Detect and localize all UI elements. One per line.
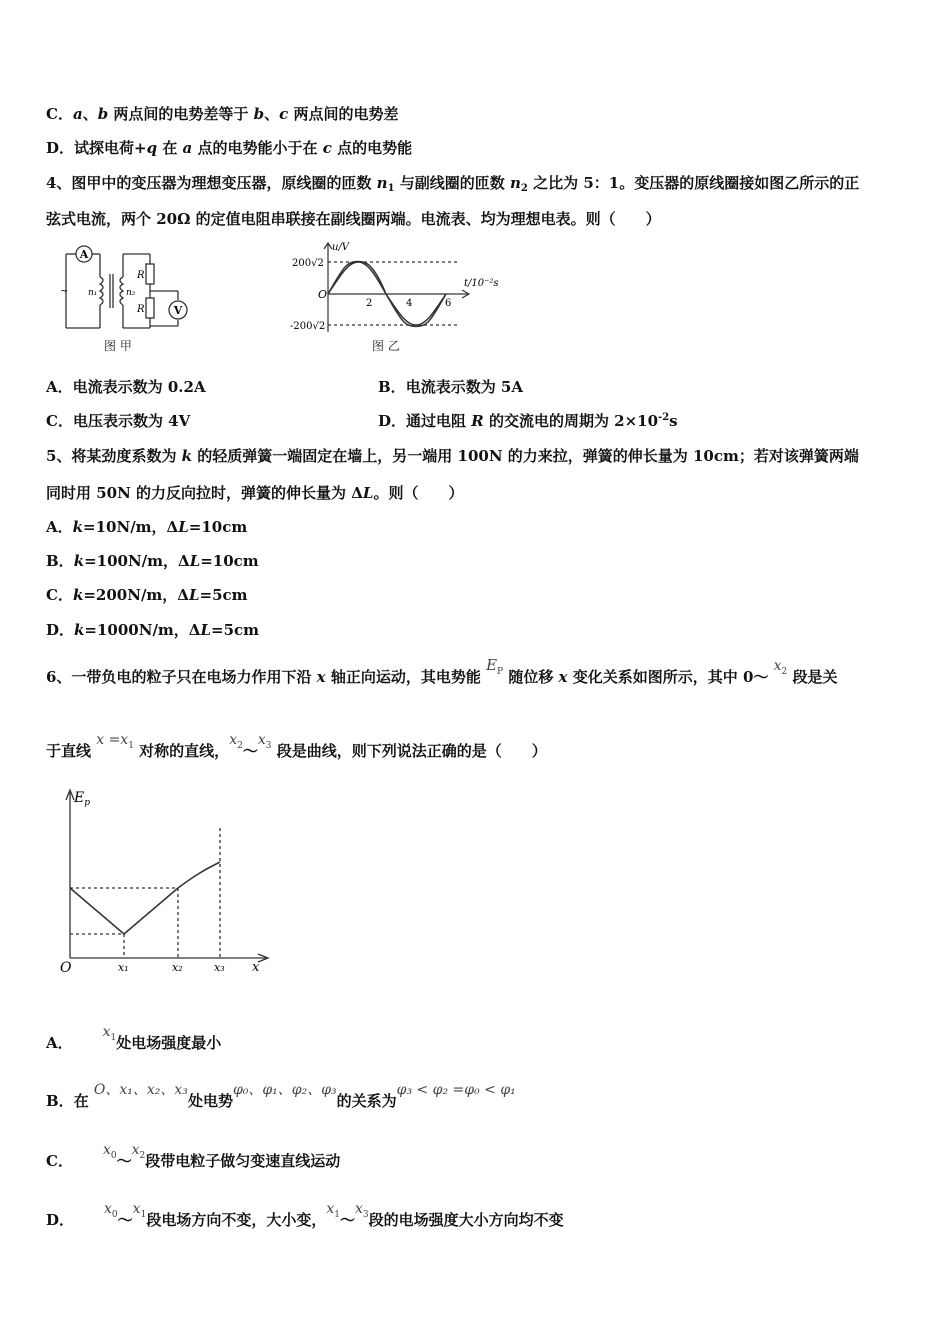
q5-option-d: D．k=1000N/m，ΔL=5cm xyxy=(46,621,260,639)
graph-origin: O xyxy=(60,960,72,976)
q6-option-a: A．$x_1$处电场强度最小 xyxy=(46,1024,222,1052)
graph-xlabel: x xyxy=(252,960,260,975)
ammeter-symbol: A xyxy=(79,248,89,261)
q4-stem-line2: 弦式电流，两个 20Ω 的定值电阻串联接在副线圈两端。电流表、均为理想电表。则（ ） xyxy=(46,210,661,228)
q4-option-b: B．电流表示数为 5A xyxy=(378,378,523,396)
resistor-label-1: R xyxy=(137,270,145,281)
ep-line-segment xyxy=(70,888,178,934)
yi-ylabel: u/V xyxy=(332,242,350,253)
n2-label: n₂ xyxy=(126,288,136,298)
q4-figure-jia xyxy=(58,242,198,342)
q6-ep-graph xyxy=(54,788,274,978)
graph-ylabel: $E_p$ xyxy=(74,790,90,808)
q5-option-c: C．k=200N/m，ΔL=5cm xyxy=(46,586,248,604)
ep-curve-segment xyxy=(178,862,220,888)
yi-xtick-4: 4 xyxy=(406,298,413,309)
n1-label: n₁ xyxy=(88,288,98,298)
q6-stem-line1: 6、一带负电的粒子只在电场力作用下沿 x 轴正向运动，其电势能 $E_P$ 随位移 x 变化关系如图所示，其中 0～ $x_2$ 段是关 xyxy=(46,656,838,686)
q5-stem-line2: 同时用 50N 的力反向拉时，弹簧的伸长量为 ΔL。则（ ） xyxy=(46,484,464,502)
voltmeter-symbol: V xyxy=(173,304,183,317)
resistor-label-2: R xyxy=(137,304,145,315)
q3-option-c: C．a、b 两点间的电势差等于 b、c 两点间的电势差 xyxy=(46,105,399,123)
q3-option-d: D．试探电荷+q 在 a 点的电势能小于在 c 点的电势能 xyxy=(46,139,413,157)
q6-option-b: B．在 O、x₁、x₂、x₃处电势φ₀、φ₁、φ₂、φ₃的关系为φ₃ < φ₂ =φ₀ < φ₁ xyxy=(46,1082,516,1110)
graph-xtick-x2: x₂ xyxy=(172,961,183,974)
yi-ytick-top: 200√2 xyxy=(292,258,324,269)
q4-option-a: A．电流表示数为 0.2A xyxy=(46,378,206,396)
q6-option-d: D．$x_0\sim x_1$段电场方向不变，大小变，$x_1\sim x_3$段的电场强度大小方向均不变 xyxy=(46,1201,564,1229)
figure-yi-caption: 图 乙 xyxy=(372,339,400,353)
q5-stem-line1: 5、将某劲度系数为 k 的轻质弹簧一端固定在墙上，另一端用 100N 的力来拉，弹簧的伸长量为 10cm；若对该弹簧两端 xyxy=(46,447,859,465)
yi-origin: O xyxy=(318,288,328,301)
yi-xtick-6: 6 xyxy=(445,298,452,309)
graph-xtick-x1: x₁ xyxy=(118,961,129,974)
yi-xlabel: t/10⁻²s xyxy=(464,278,499,289)
q4-figure-yi xyxy=(288,240,508,340)
q4-option-d: D．通过电阻 R 的交流电的周期为 $2\times 10^{-2}s$ xyxy=(378,412,678,430)
q6-option-c: C．$x_0\sim x_2$段带电粒子做匀变速直线运动 xyxy=(46,1142,341,1170)
yi-xtick-2: 2 xyxy=(366,298,373,309)
graph-xtick-x3: x₃ xyxy=(214,961,225,974)
q5-option-a: A．k=10N/m，ΔL=10cm xyxy=(46,518,248,536)
ac-source-symbol: ~ xyxy=(60,286,69,297)
figure-jia-caption: 图 甲 xyxy=(104,339,132,353)
yi-ytick-bottom: -200√2 xyxy=(290,321,326,332)
q4-option-c: C．电压表示数为 4V xyxy=(46,412,191,430)
q4-stem-line1: 4、图甲中的变压器为理想变压器，原线圈的匝数 $n_1$ 与副线圈的匝数 $n_2$ 之比为 5：1。变压器的原线圈接如图乙所示的正 xyxy=(46,174,860,194)
q5-option-b: B．k=100N/m，ΔL=10cm xyxy=(46,552,259,570)
q6-stem-line2: 于直线 $x =x_1$ 对称的直线，$x_2\sim x_3$ 段是曲线，则下列说法正确的是（ ） xyxy=(46,732,547,760)
